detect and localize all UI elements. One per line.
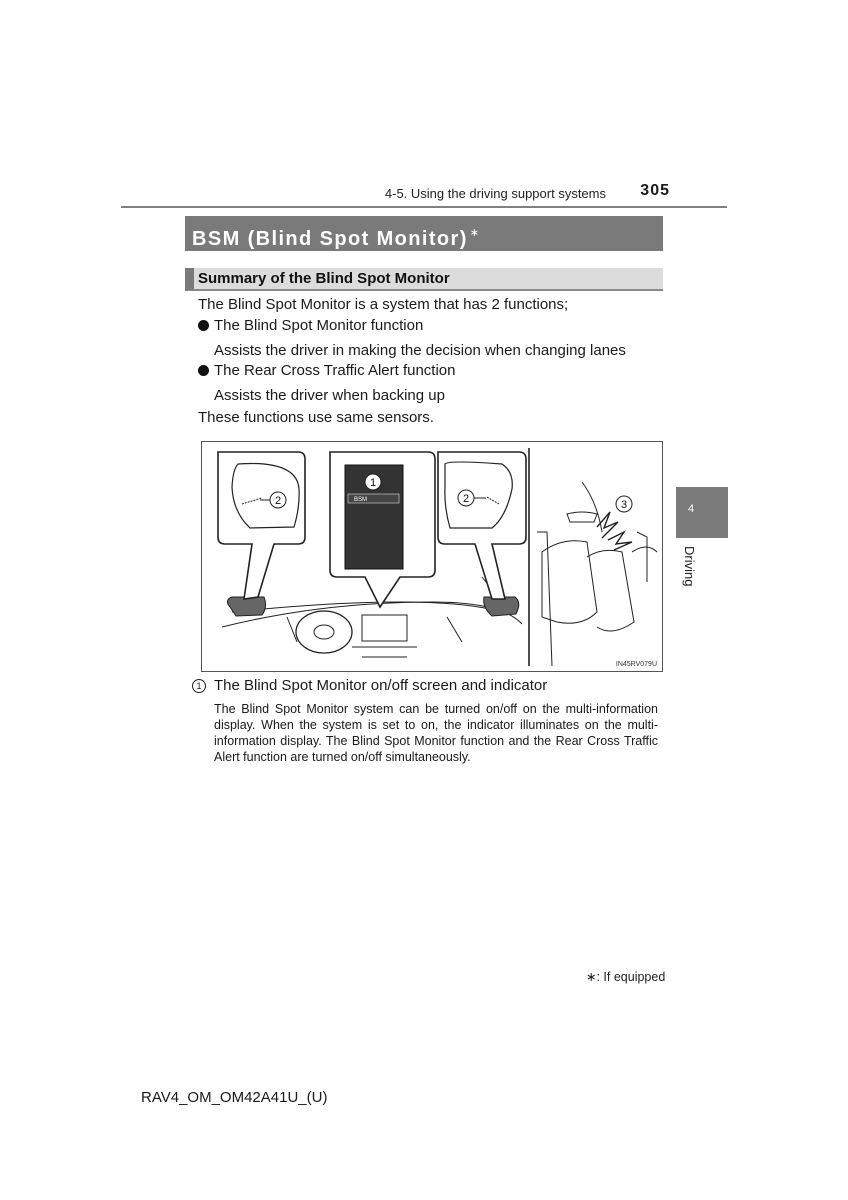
footnote: ∗: If equipped [586, 970, 666, 984]
caption-text: The Blind Spot Monitor on/off screen and indicator [214, 677, 548, 694]
section-heading: Summary of the Blind Spot Monitor [185, 268, 663, 291]
page-number: 305 [640, 182, 670, 199]
alert-wave-icon [597, 512, 618, 538]
equipped-mark: ∗ [469, 227, 481, 239]
bullet-icon [198, 365, 209, 376]
left-mirror [227, 597, 265, 616]
caption [192, 677, 547, 695]
closing-text: These functions use same sensors. [198, 409, 434, 426]
bullet-icon [198, 320, 209, 331]
header-rule [121, 206, 727, 208]
bullet-item-rcta [198, 362, 456, 380]
rear-light [567, 512, 597, 522]
rear-view-frame [537, 482, 602, 666]
chapter-tab [676, 487, 728, 538]
steering-hub [314, 625, 334, 639]
intro-text: The Blind Spot Monitor is a system that has 2 functions; [198, 296, 569, 313]
illustration-code: IN45RV079U [615, 661, 657, 668]
caption-number: 1 [192, 679, 206, 693]
chapter-label: Driving [682, 546, 697, 587]
callout-2-right-label: 2 [462, 493, 470, 505]
bullet-text: The Blind Spot Monitor function [214, 317, 424, 334]
steering-wheel [296, 611, 352, 653]
callout-3-label: 3 [620, 499, 628, 511]
section-label: 4-5. Using the driving support systems [384, 186, 606, 201]
right-mirror [484, 597, 519, 616]
bullet-description: Assists the driver when backing up [214, 387, 445, 404]
center-console [352, 647, 417, 657]
document-id: RAV4_OM_OM42A41U_(U) [141, 1089, 328, 1106]
bullet-description: Assists the driver in making the decision when changing lanes [214, 342, 626, 359]
bullet-item-bsm [198, 317, 423, 335]
title-text: BSM (Blind Spot Monitor) [192, 228, 468, 250]
callout-1-label: 1 [369, 477, 377, 489]
chapter-number: 4 [688, 503, 695, 515]
right-mirror-zoom [438, 452, 526, 599]
screen-bsm-label: BSM [354, 497, 368, 503]
vehicle-interior-illustration [202, 442, 662, 671]
callout-2-left-label: 2 [274, 495, 282, 507]
caption-note: The Blind Spot Monitor system can be turned on/off on the multi-information display. When the system is set to on, the indicator illuminates on the multi-information display. The Blind Spot Monitor function and the Rear Cross Traffic Alert function are turned on/off simultaneously. [214, 702, 658, 764]
illustration [201, 441, 663, 672]
dashboard-detail [287, 617, 462, 642]
center-display [362, 615, 407, 641]
page-title [185, 216, 663, 251]
running-header [368, 182, 672, 204]
bullet-text: The Rear Cross Traffic Alert function [214, 362, 456, 379]
